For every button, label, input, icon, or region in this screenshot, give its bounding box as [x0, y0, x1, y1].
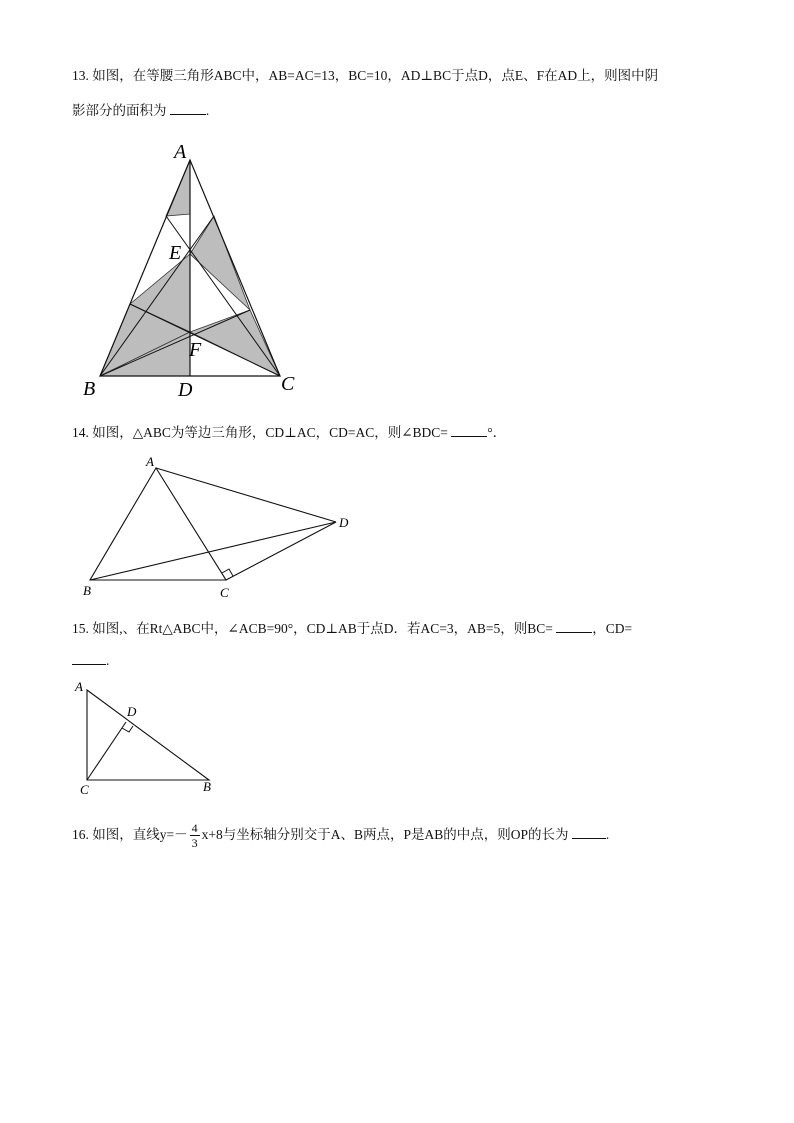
- q14-segment-cd: [226, 522, 336, 580]
- q14-figure: [78, 452, 368, 602]
- q13-answer-blank[interactable]: [170, 100, 206, 115]
- q15-line-2-end: .: [106, 653, 110, 668]
- q15-label-d: D: [127, 704, 137, 719]
- q13-label-e: E: [169, 242, 182, 264]
- q14-segment-ad: [156, 468, 336, 522]
- q14-label-a: A: [146, 454, 154, 469]
- q15-right-angle-mark: [122, 726, 133, 732]
- q15-label-a: A: [75, 679, 83, 694]
- q15-line-1: [72, 618, 632, 639]
- q14-label-d: D: [339, 515, 349, 530]
- q14-segment-bd: [90, 522, 336, 580]
- q15-line-2: [72, 650, 109, 671]
- q14-label-b: B: [83, 583, 91, 598]
- q14-right-angle-mark: [222, 569, 233, 576]
- q15-triangle-abc: [87, 690, 209, 780]
- q16-answer-blank[interactable]: [572, 824, 606, 839]
- q14-answer-blank[interactable]: [451, 422, 487, 437]
- q16-line: [72, 819, 609, 851]
- q15-bc-answer-blank[interactable]: [556, 618, 592, 633]
- q16-fraction-numerator: 4: [191, 821, 198, 836]
- q15-label-c: C: [80, 782, 89, 797]
- q13-line-2: [72, 100, 209, 121]
- q16-text-a: 16. 如图，直线y=－: [72, 827, 188, 842]
- q14-text: 14. 如图，△ABC为等边三角形，CD⊥AC，CD=AC，则∠BDC=: [72, 425, 448, 440]
- q15-label-b: B: [203, 779, 211, 794]
- q14-end: °．: [487, 425, 507, 440]
- q16-text-b: x+8与坐标轴分别交于A、B两点，P是AB的中点，则OP的长为: [201, 827, 569, 842]
- q14-line: [72, 422, 506, 443]
- q15-cd-answer-blank[interactable]: [72, 650, 106, 665]
- q15-text-b: ，CD=: [592, 621, 633, 636]
- q13-label-f: F: [189, 339, 202, 361]
- q13-label-a: A: [174, 141, 187, 163]
- q15-figure: [72, 678, 222, 798]
- q14-label-c: C: [220, 585, 229, 600]
- q13-figure: [80, 138, 310, 400]
- q13-label-d: D: [178, 379, 193, 400]
- q15-text-a: 15. 如图,、在Rt△ABC中，∠ACB=90°，CD⊥AB于点D．若AC=3，AB=5，则BC=: [72, 621, 553, 636]
- q14-triangle-abc: [90, 468, 226, 580]
- q16-fraction-denominator: 3: [191, 836, 198, 851]
- q13-label-c: C: [281, 373, 295, 395]
- q16-end: .: [605, 827, 610, 842]
- q16-fraction: [190, 821, 200, 850]
- q13-label-b: B: [83, 378, 96, 400]
- q13-line-1: 13. 如图，在等腰三角形ABC中，AB=AC=13，BC=10，AD⊥BC于点D，点E、F在AD上，则图中阴: [72, 68, 659, 83]
- q13-line-2-end: .: [205, 103, 210, 118]
- q15-segment-cd: [87, 722, 126, 780]
- q13-line-2-text: 影部分的面积为: [72, 103, 167, 118]
